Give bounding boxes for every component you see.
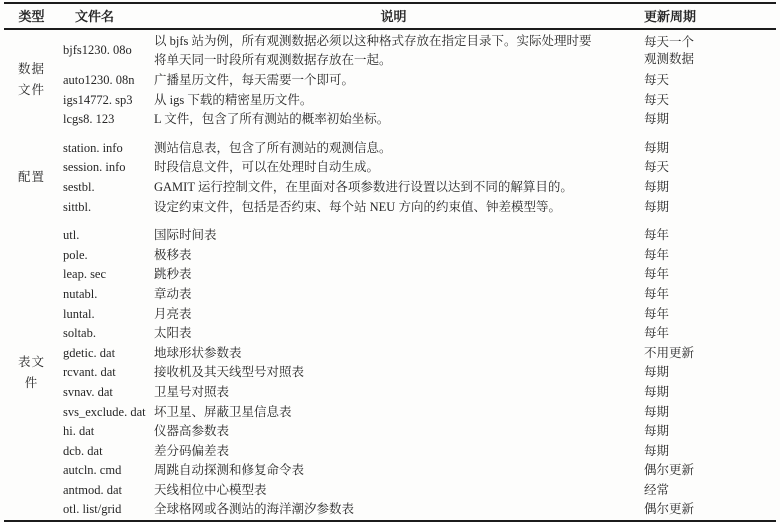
filename-cell: nutabl. [63,286,98,301]
filename-cell: sestbl. [63,179,95,194]
description-cell: 广播星历文件，每天需要一个即可。 [154,73,355,87]
update-cycle-cell: 每期 [644,365,670,380]
update-cycle-cell: 每期 [644,112,670,127]
description-cell: 跳秒表 [154,267,192,282]
table-row [4,285,776,305]
table-row [4,403,776,423]
update-cycle-cell: 每天一个 观测数据 [644,35,695,66]
column-header-description: 说明 [151,3,636,29]
table-row [4,91,776,111]
filename-cell: leap. sec [63,267,107,282]
filename-cell: session. info [63,160,126,175]
description-cell: 极移表 [154,247,192,262]
filename-cell: lcgs8. 123 [63,112,115,127]
filename-cell: antmod. dat [63,482,123,497]
filename-cell: hi. dat [63,424,95,439]
description-cell: 仪器高参数表 [154,424,230,439]
filename-cell: igs14772. sp3 [63,92,133,107]
filename-cell: autcln. cmd [63,463,122,478]
update-cycle-cell: 每年 [644,306,670,321]
file-type-cell: 数据 文件 [17,61,45,97]
description-cell: 天线相位中心模型表 [154,482,267,497]
description-cell: 国际时间表 [154,228,217,243]
table-row [4,305,776,325]
description-cell: 从 igs 下载的精密星历文件。 [154,92,313,107]
filename-cell: svs_exclude. dat [63,404,146,419]
filename-cell: auto1230. 08n [63,73,135,87]
table-row [4,110,776,130]
table-header [4,3,776,29]
update-cycle-cell: 每期 [644,404,670,419]
table-row [4,158,776,178]
header-row [4,3,776,29]
table-row [4,71,776,91]
filename-cell: utl. [63,228,80,243]
update-cycle-cell: 每天 [644,92,670,107]
table-row [4,198,776,218]
gamit-files-table [4,2,776,522]
update-cycle-cell: 每期 [644,424,670,439]
update-cycle-cell: 每期 [644,179,670,194]
table-row [4,344,776,364]
description-cell: 周跳自动探测和修复命令表 [154,463,305,478]
update-cycle-cell: 每年 [644,267,670,282]
description-cell: 差分码偏差表 [154,443,230,458]
update-cycle-cell: 每期 [644,199,670,214]
table-row [4,178,776,198]
description-cell: 测站信息表，包含了所有测站的观测信息。 [154,140,392,155]
update-cycle-cell: 每天 [644,73,670,87]
description-cell: 地球形状参数表 [154,345,242,360]
filename-cell: pole. [63,247,88,262]
table-row [4,422,776,442]
column-header-type: 类型 [4,3,59,29]
table-row [4,217,776,246]
table-row [4,461,776,481]
file-type-cell: 配置 [17,170,45,185]
description-cell: 太阳表 [154,326,192,341]
update-cycle-cell: 每期 [644,384,670,399]
table-row [4,383,776,403]
description-cell: L 文件，包含了所有测站的概率初始坐标。 [154,112,390,127]
update-cycle-cell: 每期 [644,140,670,155]
description-cell: 时段信息文件，可以在处理时自动生成。 [154,160,380,175]
table-body [4,29,776,521]
description-cell: 月亮表 [154,306,192,321]
table-row [4,363,776,383]
description-cell: 接收机及其天线型号对照表 [154,365,305,380]
description-cell: 坏卫星、屏蔽卫星信息表 [154,404,292,419]
filename-cell: gdetic. dat [63,345,116,360]
description-cell: 卫星号对照表 [154,384,230,399]
filename-cell: dcb. dat [63,443,103,458]
update-cycle-cell: 每年 [644,326,670,341]
filename-cell: station. info [63,140,123,155]
update-cycle-cell: 偶尔更新 [644,463,695,478]
table-row [4,130,776,159]
table-row [4,246,776,266]
description-cell: 设定约束文件，包括是否约束、每个站 NEU 方向的约束值、钟差模型等。 [154,199,561,214]
update-cycle-cell: 每年 [644,247,670,262]
table-row [4,29,776,71]
filename-cell: rcvant. dat [63,365,116,380]
description-cell: 以 bjfs 站为例，所有观测数据必须以这种格式存放在指定目录下。实际处理时要 将单天同一时段所有观测数据存放在一起。 [154,33,592,67]
update-cycle-cell: 每年 [644,228,670,243]
table-row [4,265,776,285]
column-header-update-cycle: 更新周期 [636,3,776,29]
update-cycle-cell: 经常 [644,482,670,497]
update-cycle-cell: 每年 [644,286,670,301]
update-cycle-cell: 偶尔更新 [644,502,695,517]
table-row [4,324,776,344]
filename-cell: sittbl. [63,199,92,214]
update-cycle-cell: 不用更新 [644,345,695,360]
table-row [4,481,776,501]
filename-cell: svnav. dat [63,384,113,399]
update-cycle-cell: 每天 [644,160,670,175]
filename-cell: bjfs1230. 08o [63,42,132,57]
filename-cell: luntal. [63,306,95,321]
file-type-cell: 表文 件 [17,355,45,391]
update-cycle-cell: 每期 [644,443,670,458]
description-cell: 全球格网或各测站的海洋潮汐参数表 [154,502,355,517]
filename-cell: soltab. [63,326,96,341]
column-header-filename: 文件名 [59,3,151,29]
filename-cell: otl. list/grid [63,502,122,517]
table-row [4,500,776,521]
description-cell: GAMIT 运行控制文件，在里面对各项参数进行设置以达到不同的解算目的。 [154,179,573,194]
table-row [4,442,776,462]
description-cell: 章动表 [154,286,192,301]
